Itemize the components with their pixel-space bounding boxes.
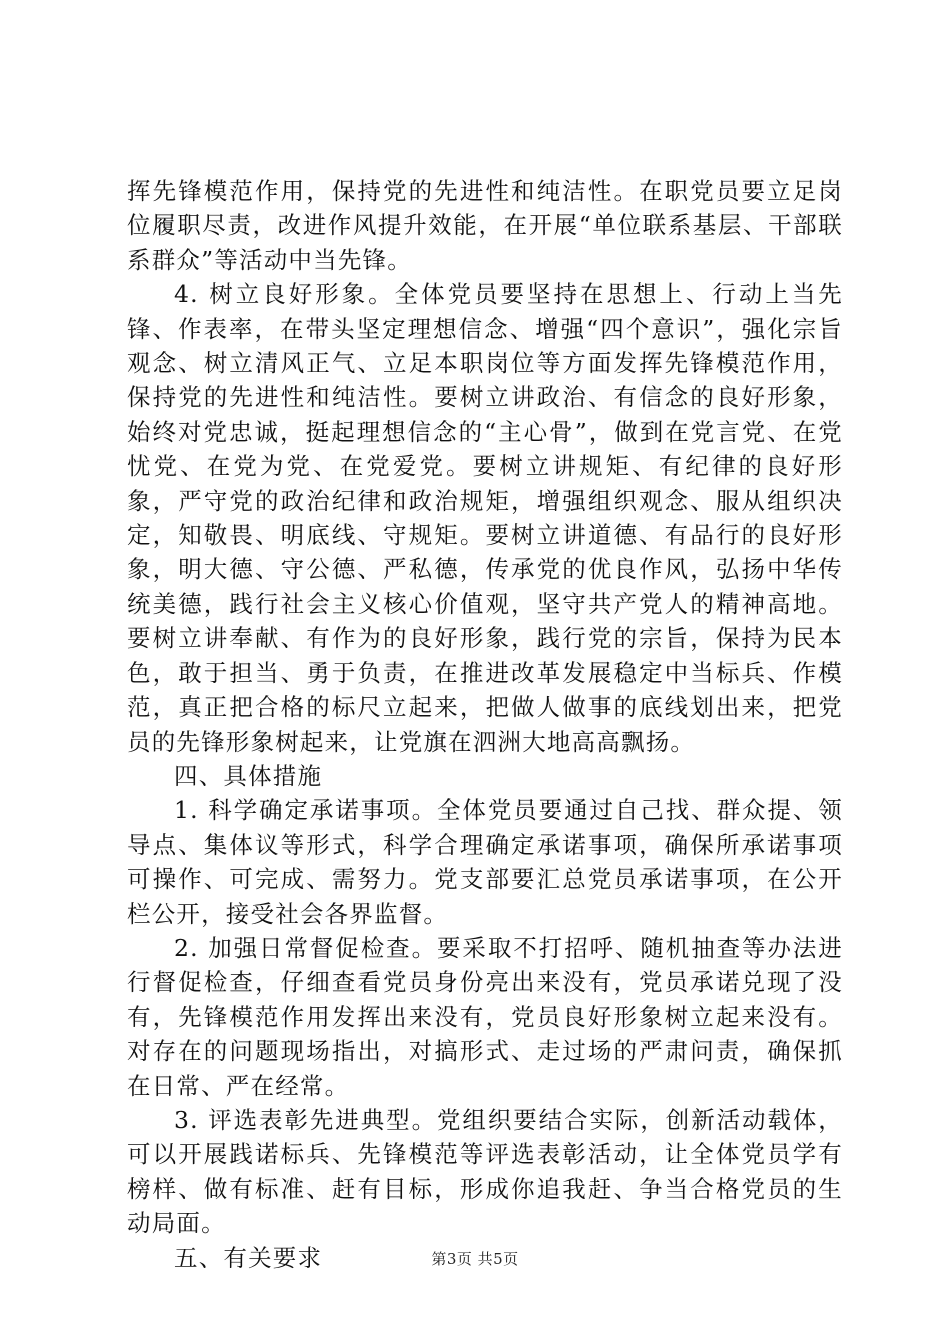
page-number-footer: 第3页 共5页 [431,1250,519,1268]
paragraph-measure-3: 3. 评选表彰先进典型。党组织要结合实际，创新活动载体，可以开展践诺标兵、先锋模范等评选表彰活动，让全体党员学有榜样、做有标准、赶有目标，形成你追我赶、争当合格党员的生动局面。 [127,1105,843,1238]
document-body [127,174,843,1275]
section-heading-4: 四、具体措施 [174,761,323,790]
paragraph-measure-1: 1. 科学确定承诺事项。全体党员要通过自己找、群众提、领导点、集体议等形式，科学合理确定承诺事项，确保所承诺事项可操作、可完成、需努力。党支部要汇总党员承诺事项，在公开栏公开，接受社会各界监督。 [127,796,843,928]
paragraph-measure-2: 2. 加强日常督促检查。要采取不打招呼、随机抽查等办法进行督促检查，仔细查看党员身份亮出来没有，党员承诺兑现了没有，先锋模范作用发挥出来没有，党员良好形象树立起来没有。对存在的问题现场指出，对搞形式、走过场的严肃问责，确保抓在日常、严在经常。 [127,933,843,1100]
paragraph-continuation: 挥先锋模范作用，保持党的先进性和纯洁性。在职党员要立足岗位履职尽责，改进作风提升效能，在开展“单位联系基层、干部联系群众”等活动中当先锋。 [127,177,843,274]
paragraph-item-4: 4. 树立良好形象。全体党员要坚持在思想上、行动上当先锋、作表率，在带头坚定理想信念、增强“四个意识”，强化宗旨观念、树立清风正气、立足本职岗位等方面发挥先锋模范作用，保持党的先进性和纯洁性。要树立讲政治、有信念的良好形象，始终对党忠诚，挺起理想信念的“主心骨”，做到在党言党、在党忧党、在党为党、在党爱党。要树立讲规矩、有纪律的良好形象，严守党的政治纪律和政治规矩，增强组织观念、服从组织决定，知敬畏、明底线、守规矩。要树立讲道德、有品行的良好形象，明大德、守公德、严私德，传承党的优良作风，弘扬中华传统美德，践行社会主义核心价值观，坚守共产党人的精神高地。要树立讲奉献、有作为的良好形象，践行党的宗旨，保持为民本色，敢于担当、勇于负责，在推进改革发展稳定中当标兵、作模范，真正把合格的标尺立起来，把做人做事的底线划出来，把党员的先锋形象树起来，让党旗在泗洲大地高高飘扬。 [127,280,843,756]
section-heading-5: 五、有关要求 [174,1243,323,1272]
